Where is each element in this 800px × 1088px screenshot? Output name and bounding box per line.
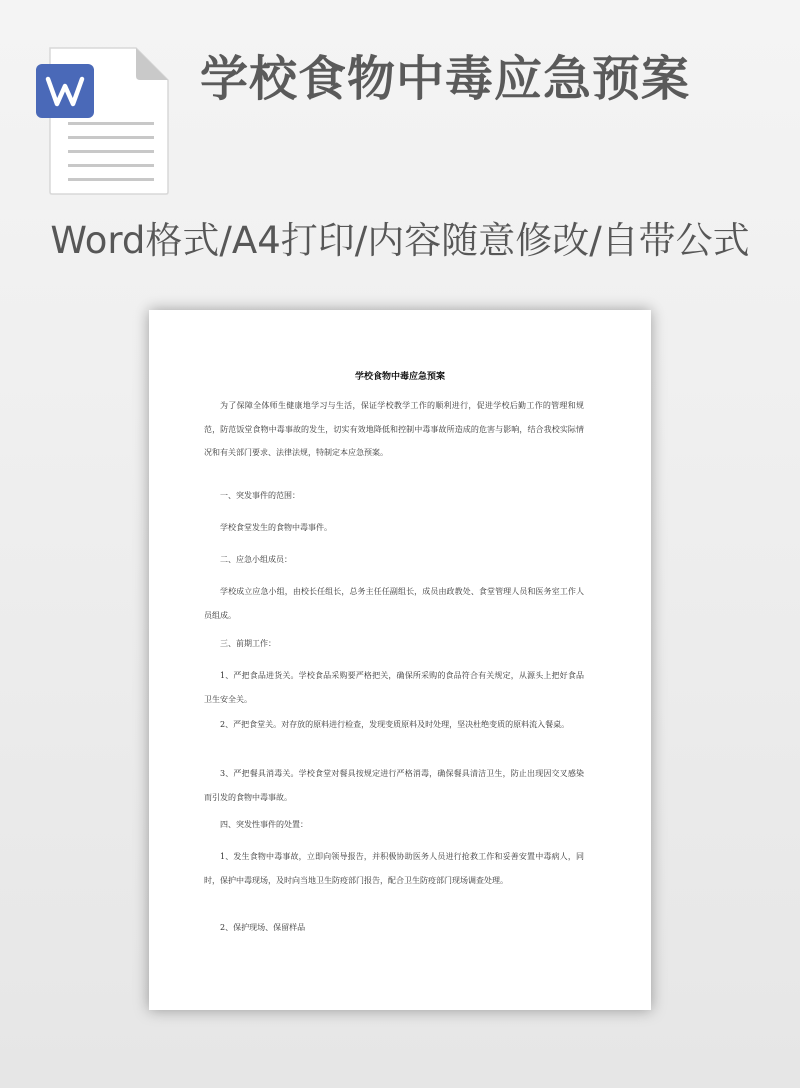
word-logo-icon	[36, 64, 94, 118]
document-heading: 三、前期工作：	[220, 639, 276, 648]
document-title: 学校食物中毒应急预案	[354, 372, 445, 382]
page-title: 学校食物中毒应急预案	[200, 51, 691, 107]
document-paragraph: 为了保障全体师生健康地学习与生活，保证学校教学工作的顺利进行，促进学校后勤工作的管理和规范，防范饭堂食物中毒事故的发生，切实有效地降低和控制中毒事故所造成的危害与影响，结合我校实际情况和有关部门要求、法律法规，特制定本应急预案。	[204, 401, 584, 457]
document-heading: 四、突发性事件的处置：	[220, 820, 308, 829]
document-paragraph: 3、严把餐具消毒关。学校食堂对餐具按规定进行严格消毒，确保餐具清洁卫生，防止出现因交叉感染而引发的食物中毒事故。	[204, 769, 584, 802]
document-heading: 二、应急小组成员：	[220, 555, 292, 564]
document-paragraph: 2、保护现场、保留样品	[220, 923, 306, 932]
document-paragraph: 1、严把食品进货关。学校食品采购要严格把关，确保所采购的食品符合有关规定，从源头上把好食品卫生安全关。	[204, 671, 584, 704]
document-paragraph: 学校食堂发生的食物中毒事件。	[220, 523, 332, 532]
document-heading: 一、突发事件的范围：	[220, 491, 300, 500]
format-subtitle: Word格式/A4打印/内容随意修改/自带公式	[50, 219, 750, 262]
document-paragraph: 2、严把食堂关。对存放的原料进行检查，发现变质原料及时处理，坚决杜绝变质的原料流入餐桌。	[220, 720, 570, 729]
document-paragraph: 1、发生食物中毒事故，立即向领导报告，并积极协助医务人员进行抢救工作和妥善安置中毒病人，同时，保护中毒现场，及时向当地卫生防疫部门报告，配合卫生防疫部门现场调查处理。	[204, 852, 584, 885]
document-page	[149, 310, 651, 1010]
document-paragraph: 学校成立应急小组，由校长任组长，总务主任任副组长，成员由政教处、食堂管理人员和医务室工作人员组成。	[204, 587, 584, 620]
